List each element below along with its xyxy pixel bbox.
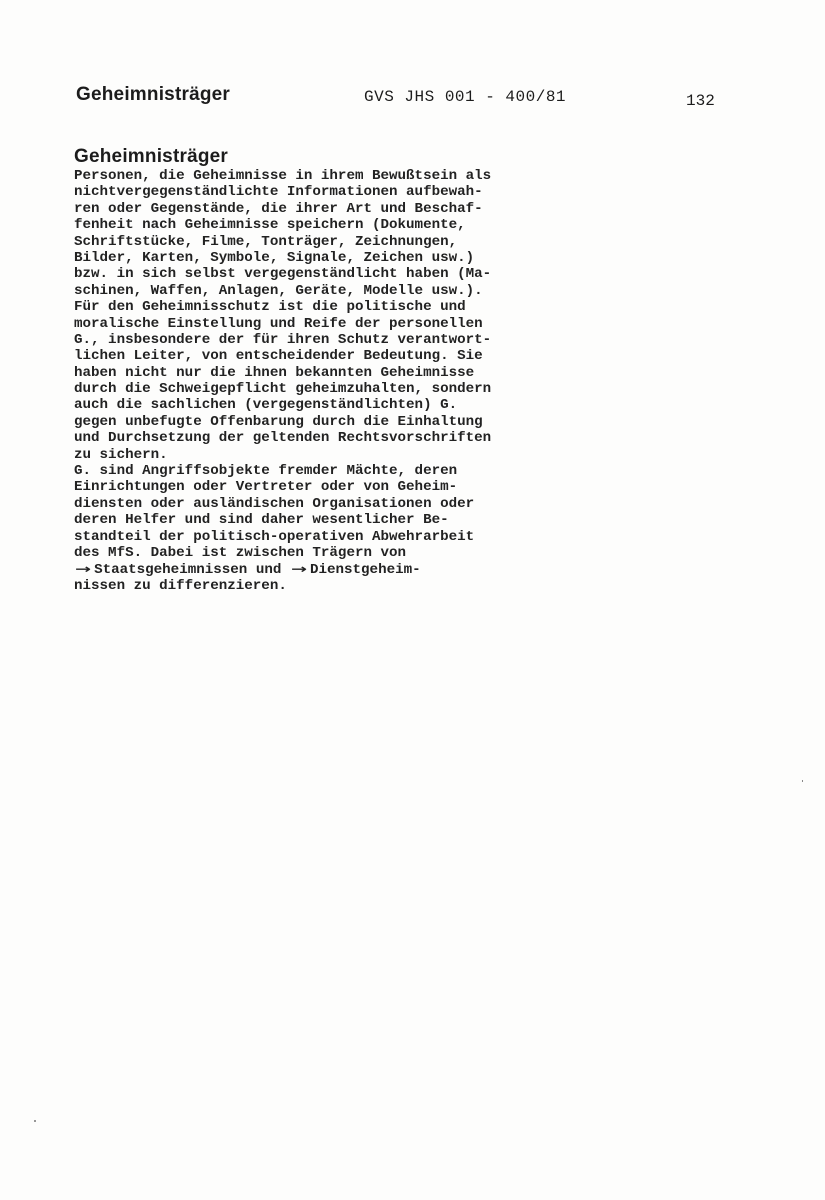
cross-reference-arrow-icon: → bbox=[74, 562, 92, 577]
body-line: diensten oder ausländischen Organisationen oder bbox=[74, 495, 475, 512]
entry-body bbox=[74, 168, 594, 594]
body-line: G. sind Angriffsobjekte fremder Mächte, deren bbox=[74, 463, 458, 480]
body-line: nichtvergegenständlichte Informationen aufbewah- bbox=[74, 184, 483, 201]
body-line: auch die sachlichen (vergegenständlichten) G. bbox=[74, 397, 458, 414]
body-line-cross-references bbox=[74, 561, 594, 577]
body-line: moralische Einstellung und Reife der personellen bbox=[74, 315, 483, 332]
body-line: des MfS. Dabei ist zwischen Trägern von bbox=[74, 544, 407, 561]
body-line: fenheit nach Geheimnisse speichern (Dokumente, bbox=[74, 217, 466, 234]
body-line: und Durchsetzung der geltenden Rechtsvorschriften bbox=[74, 430, 492, 447]
body-line: Einrichtungen oder Vertreter oder von Geheim- bbox=[74, 479, 458, 496]
body-line: Schriftstücke, Filme, Tonträger, Zeichnungen, bbox=[74, 233, 458, 250]
body-line: Für den Geheimnisschutz ist die politische und bbox=[74, 299, 466, 316]
body-line: ren oder Gegenstände, die ihrer Art und Beschaf- bbox=[74, 200, 483, 217]
body-line: lichen Leiter, von entscheidender Bedeutung. Sie bbox=[74, 348, 483, 365]
paper-speck bbox=[802, 780, 803, 782]
body-line: G., insbesondere der für ihren Schutz verantwort- bbox=[74, 331, 492, 348]
entry-title: Geheimnisträger bbox=[74, 146, 228, 167]
cross-reference-arrow-icon: → bbox=[290, 562, 307, 577]
body-line: gegen unbefugte Offenbarung durch die Einhaltung bbox=[74, 413, 483, 430]
body-line: standteil der politisch-operativen Abwehrarbeit bbox=[74, 528, 475, 545]
body-line: schinen, Waffen, Anlagen, Geräte, Modelle usw.). bbox=[74, 282, 483, 299]
body-line: Bilder, Karten, Symbole, Signale, Zeichen usw.) bbox=[74, 249, 475, 266]
paper-speck bbox=[34, 1120, 36, 1122]
body-line: haben nicht nur die ihnen bekannten Geheimnisse bbox=[74, 364, 475, 381]
body-line: deren Helfer und sind daher wesentlicher Be- bbox=[74, 512, 449, 529]
page-number: 132 bbox=[686, 92, 715, 110]
body-line: bzw. in sich selbst vergegenständlicht haben (Ma- bbox=[74, 266, 492, 283]
cross-reference-staatsgeheimnisse: Staatsgeheimnissen und bbox=[94, 562, 282, 579]
body-line: Personen, die Geheimnisse in ihrem Bewußtsein als bbox=[74, 168, 492, 184]
document-code: GVS JHS 001 - 400/81 bbox=[364, 88, 567, 106]
cross-reference-dienstgeheimnisse: Dienstgeheim- bbox=[309, 562, 421, 579]
body-line: nissen zu differenzieren. bbox=[74, 577, 287, 594]
section-title: Geheimnisträger bbox=[76, 84, 230, 105]
body-line: durch die Schweigepflicht geheimzuhalten, sondern bbox=[74, 381, 492, 398]
body-line: zu sichern. bbox=[74, 446, 168, 463]
